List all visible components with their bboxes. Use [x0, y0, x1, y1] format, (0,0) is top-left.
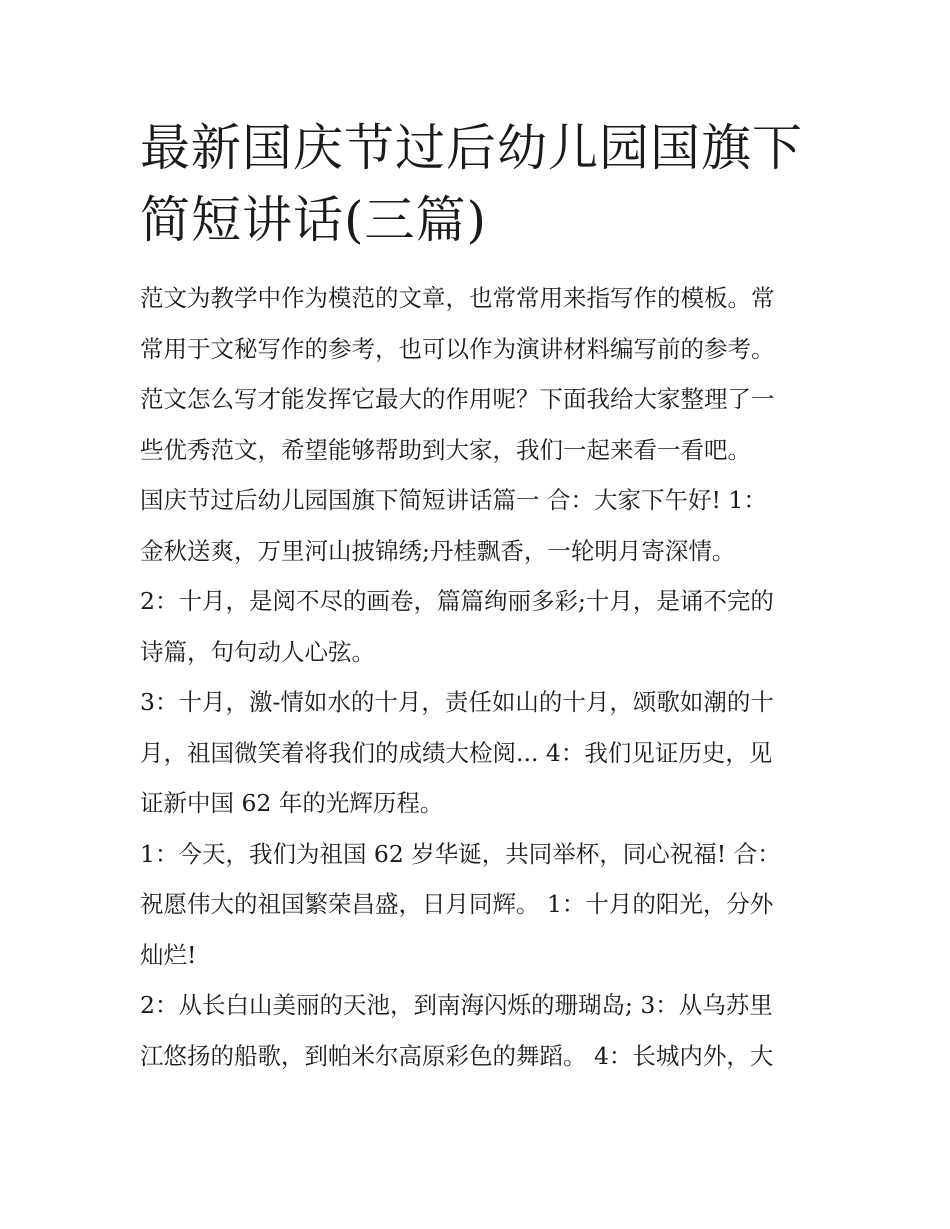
body-line: 范文怎么写才能发挥它最大的作用呢？下面我给大家整理了一	[140, 385, 775, 413]
body-line: 灿烂!	[140, 940, 197, 969]
body-line: 祝愿伟大的祖国繁荣昌盛，日月同辉。 1：十月的阳光，分外	[140, 890, 774, 918]
title-line: 最新国庆节过后幼儿园国旗下	[140, 119, 803, 177]
body-line: 些优秀范文，希望能够帮助到大家，我们一起来看一看吧。	[140, 435, 751, 464]
document-title	[140, 112, 820, 256]
document-body	[140, 273, 820, 1081]
body-line: 诗篇，句句动人心弦。	[140, 637, 375, 666]
body-line: 国庆节过后幼儿园国旗下简短讲话篇一 合：大家下午好! 1：	[140, 486, 767, 514]
body-line: 月，祖国微笑着将我们的成绩大检阅... 4：我们见证历史，见	[140, 738, 773, 767]
document-content	[140, 112, 820, 1081]
body-line: 证新中国 62 年的光辉历程。	[140, 789, 444, 817]
body-line: 1：今天，我们为祖国 62 岁华诞，共同举杯，同心祝福! 合：	[140, 839, 781, 868]
body-line: 金秋送爽，万里河山披锦绣;丹桂飘香，一轮明月寄深情。	[140, 536, 736, 565]
title-line: 简短讲话(三篇)	[140, 191, 488, 249]
body-line: 2：十月，是阅不尽的画卷，篇篇绚丽多彩;十月，是诵不完的	[140, 587, 774, 615]
body-line: 江悠扬的船歌，到帕米尔高原彩色的舞蹈。 4：长城内外，大	[140, 1041, 774, 1070]
body-line: 3：十月，激-情如水的十月，责任如山的十月，颂歌如潮的十	[140, 688, 774, 716]
body-line: 常用于文秘写作的参考，也可以作为演讲材料编写前的参考。	[140, 334, 775, 363]
body-line: 2：从长白山美丽的天池，到南海闪烁的珊瑚岛; 3：从乌苏里	[140, 991, 773, 1019]
body-line: 范文为教学中作为模范的文章，也常常用来指写作的模板。常	[140, 284, 775, 312]
